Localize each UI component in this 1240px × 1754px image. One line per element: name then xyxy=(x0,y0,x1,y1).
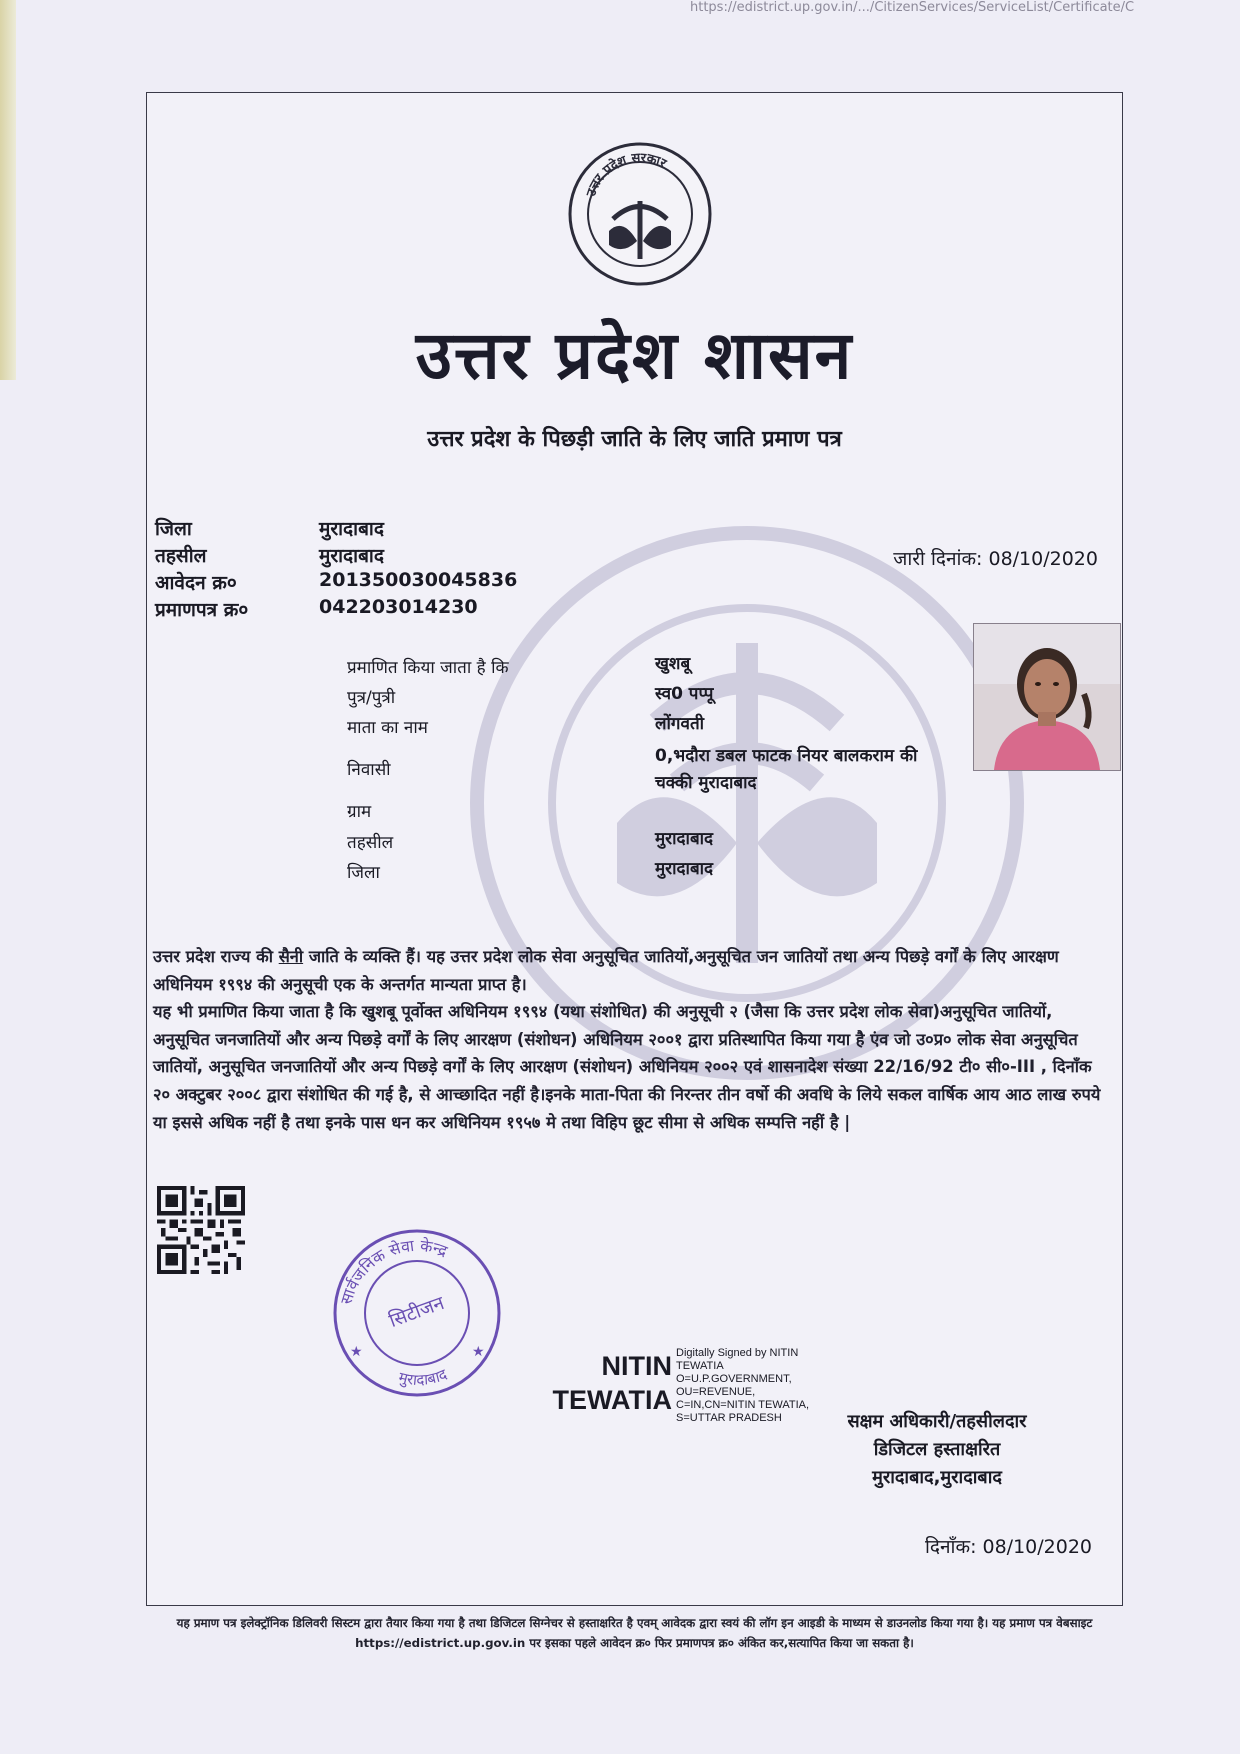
resident-address: 0,भदौरा डबल फाटक नियर बालकराम की चक्की मुरादाबाद xyxy=(655,746,918,793)
certificate-title: उत्तर प्रदेश के पिछड़ी जाति के लिए जाति प्रमाण पत्र xyxy=(427,427,842,452)
detail-district-label: जिला xyxy=(347,863,380,883)
digital-signature-note: Digitally Signed by NITIN TEWATIA O=U.P.GOVERNMENT, OU=REVENUE, C=IN,CN=NITIN TEWATIA, S=UTTAR PRADESH xyxy=(676,1347,810,1424)
digitally-signed-label: डिजिटल हस्ताक्षरित xyxy=(873,1439,1001,1460)
district-label: जिला xyxy=(155,518,192,540)
svg-text:सिटीजन: सिटीजन xyxy=(386,1291,448,1333)
svg-text:मुरादाबाद: मुरादाबाद xyxy=(396,1365,450,1390)
resident-label: निवासी xyxy=(347,760,391,780)
parent-name: स्व0 पप्पू xyxy=(655,684,714,704)
signatory-name xyxy=(532,1349,672,1417)
holder-name: खुशबू xyxy=(655,654,691,674)
page-edge xyxy=(0,0,16,380)
svg-text:सार्वजनिक सेवा केन्द्र: सार्वजनिक सेवा केन्द्र xyxy=(336,1235,450,1307)
body-paragraph-1-end: जाति के व्यक्ति हैं। यह उत्तर प्रदेश लोक सेवा अनुसूचित जातियों,अनुसूचित जन जातियों तथा अन्य पिछड़े वर्गों के लिए आरक्षण अधिनियम १९९४ की अनुसूची एक के अन्तर्गत मान्यता प्राप्त है। xyxy=(153,947,1059,994)
officer-place: मुरादाबाद,मुरादाबाद xyxy=(872,1467,1002,1488)
certificate-no-label: प्रमाणपत्र क्र० xyxy=(155,599,249,621)
caste-name: सैनी xyxy=(278,947,304,966)
village-label: ग्राम xyxy=(347,802,372,822)
body-paragraph-1-start: उत्तर प्रदेश राज्य की xyxy=(153,947,279,966)
tehsil-label: तहसील xyxy=(155,545,207,567)
svg-text:★: ★ xyxy=(472,1344,485,1360)
applicant-photo xyxy=(973,623,1121,771)
application-no-label: आवेदन क्र० xyxy=(155,572,237,594)
svg-text:उत्तर प्रदेश सरकार: उत्तर प्रदेश सरकार xyxy=(583,150,669,199)
tehsil-value: मुरादाबाद xyxy=(319,545,384,567)
body-paragraph-2: यह भी प्रमाणित किया जाता है कि खुशबू पूर्वोक्त अधिनियम १९९४ (यथा संशोधित) की अनुसूची २ (जैसा कि उत्तर प्रदेश लोक सेवा)अनुसूचित जातियों, अनुसूचित जनजातियों और अन्य पिछड़े वर्गों के लिए आरक्षण (संशोधन) अधिनियम २००१ द्वारा प्रतिस्थापित किया गया है एंव जो उ०प्र० लोक सेवा अनुसूचित जातियों, अनुसूचित जनजातियों और अन्य पिछड़े वर्गों के लिए आरक्षण (संशोधन) अधिनियम २००२ एवं शासनादेश संख्या 22/16/92 टी० सी०-III , दिनाँक २० अक्टुबर २००८ द्वारा संशोधित की गई है, से आच्छादित नहीं है।इनके माता-पिता की निरन्तर तीन वर्षो की अवधि के लिये सकल वार्षिक आय आठ लाख रुपये या इससे अधिक नहीं है तथा इनके पास धन कर अधिनियम १९५७ मे तथा विहिप छूट सीमा से अधिक सम्पत्ति नहीं है | xyxy=(153,1002,1101,1132)
up-government-emblem xyxy=(565,139,715,289)
issue-date: जारी दिनांक: 08/10/2020 xyxy=(893,548,1098,570)
certificate xyxy=(146,92,1123,1650)
qr-code xyxy=(157,1186,245,1274)
district-value: मुरादाबाद xyxy=(319,518,384,540)
officer-date: दिनाँक: 08/10/2020 xyxy=(925,1536,1093,1558)
mother-name: लोंगवती xyxy=(655,714,705,734)
detail-tehsil-label: तहसील xyxy=(347,833,394,853)
certificate-body xyxy=(153,943,1108,1136)
signatory-last-name: TEWATIA xyxy=(552,1385,672,1415)
application-no-value: 201350030045836 xyxy=(319,569,518,591)
government-title: उत्तर प्रदेश शासन xyxy=(415,316,854,394)
footer-note: यह प्रमाण पत्र इलेक्ट्रॉनिक डिलिवरी सिस्टम द्वारा तैयार किया गया है तथा डिजिटल सिग्नेचर से हस्ताक्षरित है एवम् आवेदक द्वारा स्वयं की लॉग इन आइडी के माध्यम से डाउनलोड किया गया है। यह प्रमाण पत्र वेबसाइट https://edistrict.up.gov.in पर इसका पहले आवेदन क्र० फिर प्रमाणपत्र क्र० अंकित कर,सत्यापित किया जा सकता है। xyxy=(176,1616,1093,1650)
svg-text:★: ★ xyxy=(350,1344,363,1360)
detail-tehsil-value: मुरादाबाद xyxy=(655,829,714,849)
mother-name-label: माता का नाम xyxy=(347,718,428,738)
signatory-first-name: NITIN xyxy=(601,1351,672,1381)
certificate-no-value: 042203014230 xyxy=(319,596,478,618)
officer-designation: सक्षम अधिकारी/तहसीलदार xyxy=(847,1411,1027,1432)
detail-district-value: मुरादाबाद xyxy=(655,859,714,879)
browser-url-strip: https://edistrict.up.gov.in/.../CitizenServices/ServiceList/Certificate/C xyxy=(690,0,1135,15)
citizen-service-centre-seal xyxy=(322,1218,512,1408)
son-daughter-of-label: पुत्र/पुत्री xyxy=(347,688,396,708)
certify-label: प्रमाणित किया जाता है कि xyxy=(347,658,509,678)
